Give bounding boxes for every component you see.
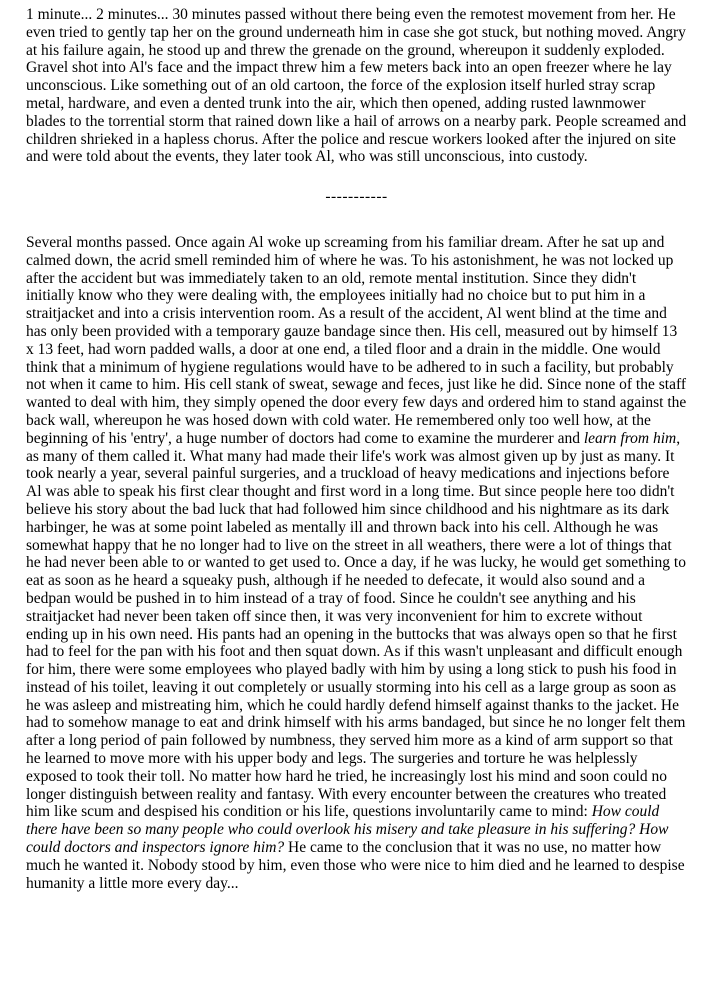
story-text-run: , as many of them called it. What many had made their life's work was almost given up by just as many. It took nearly a year, several painful surgeries, and a truckload of heavy medications and injections before Al was able to speak his first clear thought and first word in a long time. But since people here too didn't believe his story about the bad luck that had followed him since childhood and his nightmare as its dark harbinger, he was at some point labeled as mentally ill and thrown back into his cell. Although he was somewhat happy that he no longer had to live on the street in all weathers, there were a lot of things that he had never been able to or wanted to get used to. Once a day, if he was lucky, he would get something to eat as soon as he heard a squeaky push, although if he needed to defecate, it would also sound and a bedpan would be pushed in to him instead of a tray of food. Since he couldn't see anything and his straitjacket had never been taken off since then, it was very inconvenient for him to excrete without ending up in his own need. His pants had an opening in the buttocks that was always open so that he first had to feel for the pan with his foot and then squat down. As if this wasn't unpleasant and difficult enough for him, there were some employees who played badly with him by using a long stick to push his food in instead of his toilet, leaving it out completely or usually storming into his cell as a large group as soon as he was asleep and mistreating him, which he could hardly defend himself against thanks to the jacket. He had to somehow manage to eat and drink himself with his arms bandaged, but since he no longer felt them after a long period of pain followed by numbness, they served him more as a kind of arm support so that he learned to move more with his upper body and legs. The surgeries and torture he was helplessly exposed to took their toll. No matter how hard he tried, he increasingly lost his mind and soon could no longer distinguish between reality and fantasy. With every encounter between the creatures who treated him like scum and despised his condition or his life, questions involuntarily came to mind:	[26, 429, 686, 821]
story-text-run-italic: How could there have been so many people who could overlook his misery and take pleasure in his suffering? How could doctors and inspectors ignore him?	[26, 803, 669, 857]
story-paragraph-2	[26, 234, 687, 892]
story-text-run: He came to the conclusion that it was no use, no matter how much he wanted it. Nobody stood by him, even those who were nice to him died and he learned to despise humanity a little more every day...	[26, 839, 685, 892]
section-divider: -----------	[325, 188, 388, 206]
story-text-run-italic: learn from him	[583, 429, 677, 447]
story-text-run: Several months passed. Once again Al woke up screaming from his familiar dream. After he sat up and calmed down, the acrid smell reminded him of where he was. To his astonishment, he was not locked up after the accident but was immediately taken to an old, remote mental institution. Since they didn't initially know who they were dealing with, the employees initially had no choice but to put him in a straitjacket and into a crisis intervention room. As a result of the accident, Al went blind at the time and has only been provided with a temporary gauze bandage since then. His cell, measured out by himself 13 x 13 feet, had worn padded walls, a door at one end, a tiled floor and a drain in the middle. One would think that a minimum of hygiene regulations would have to be adhered to in such a facility, but probably not when it came to him. His cell stank of sweat, sewage and feces, just like he did. Since none of the staff wanted to deal with him, they simply opened the door every few days and ordered him to stand against the back wall, whereupon he was hosed down with cold water. He remembered only too well how, at the beginning of his 'entry', a huge number of doctors had come to examine the murderer and	[26, 233, 687, 447]
story-paragraph-1: 1 minute... 2 minutes... 30 minutes passed without there being even the remotest movement from her. He even tried to gently tap her on the ground underneath him in case she got stuck, but nothing moved. Angry at his failure again, he stood up and threw the grenade on the ground, whereupon it suddenly exploded. Gravel shot into Al's face and the impact threw him a few meters back into an open freezer where he lay unconscious. Like something out of an old cartoon, the force of the explosion itself hurled stray scrap metal, hardware, and even a dented trunk into the air, which then opened, adding rusted lawnmower blades to the torrential storm that rained down like a hail of arrows on a nearby park. People screamed and children shrieked in a hapless chorus. After the police and rescue workers looked after the injured on site and were told about the events, they later took Al, who was still unconscious, into custody.	[26, 6, 687, 166]
